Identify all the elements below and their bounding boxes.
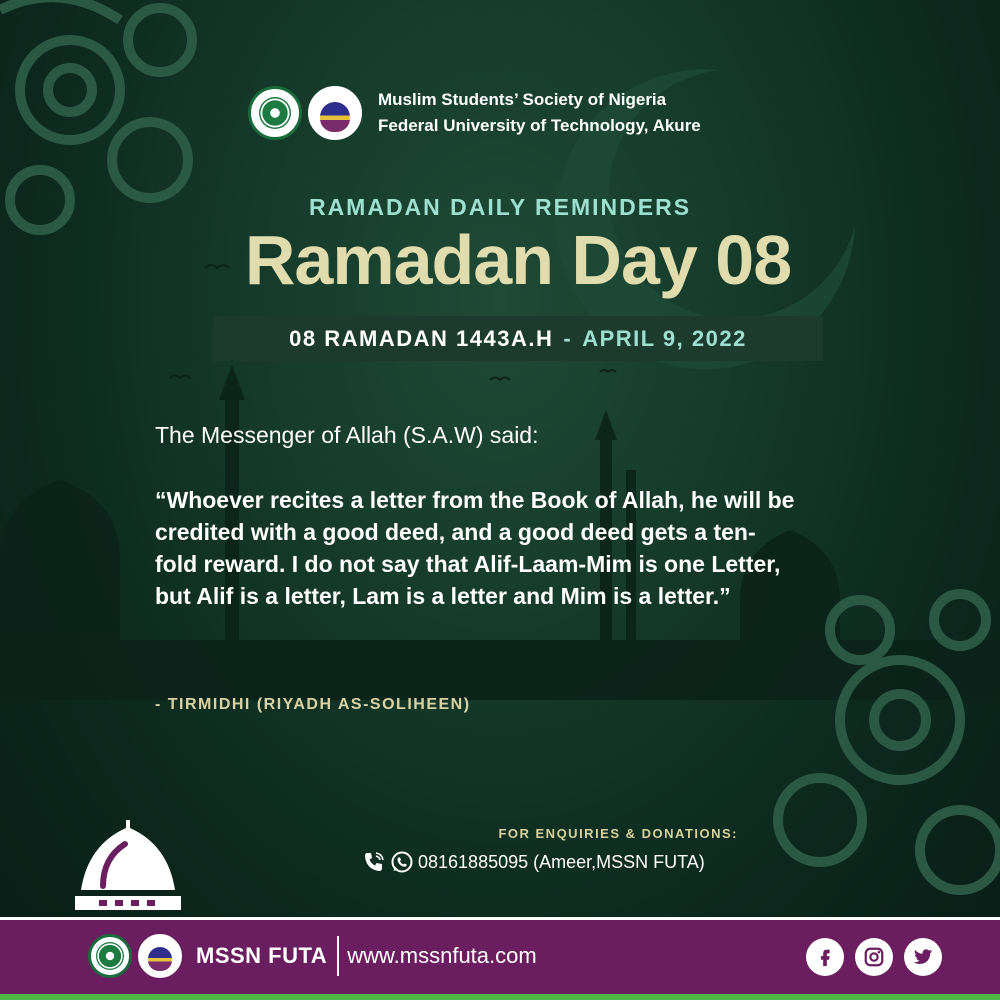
hadith-source: - TIRMIDHI (RIYADH AS-SOLIHEEN) [155, 696, 471, 713]
futa-logo [308, 86, 362, 140]
organization-name [378, 87, 701, 139]
mssn-logo [248, 86, 302, 140]
organization-header [248, 86, 701, 140]
date-separator: - [563, 325, 573, 351]
whatsapp-icon [390, 850, 414, 874]
contact-line [362, 850, 705, 874]
instagram-icon[interactable] [855, 938, 893, 976]
footer-brand [88, 934, 537, 978]
brand-name: MSSN FUTA [196, 943, 328, 968]
footer-divider [337, 936, 339, 976]
footer-bar [0, 917, 1000, 1000]
dome-icon [73, 820, 183, 912]
footer-futa-logo [138, 934, 182, 978]
enquiries-label: FOR ENQUIRIES & DONATIONS: [498, 826, 738, 841]
org-name-line1: Muslim Students’ Society of Nigeria [378, 90, 667, 109]
hadith-intro: The Messenger of Allah (S.A.W) said: [155, 422, 539, 448]
day-headline: Ramadan Day 08 [244, 221, 792, 299]
date-banner [213, 316, 823, 361]
series-title: RAMADAN DAILY REMINDERS [308, 194, 692, 220]
org-name-line2: Federal University of Technology, Akure [378, 116, 701, 135]
social-links [795, 938, 942, 976]
gregorian-date: APRIL 9, 2022 [582, 325, 747, 351]
facebook-icon[interactable] [806, 938, 844, 976]
footer-mssn-logo [88, 934, 132, 978]
phone-icon [362, 850, 386, 874]
hadith-quote: “Whoever recites a letter from the Book of Allah, he will be credited with a good deed, and a good deed gets a ten-fold reward. I do not say that Alif-Laam-Mim is one Letter, but Alif is a letter, Lam is a letter and Mim is a letter.” [155, 487, 795, 609]
hijri-date: 08 RAMADAN 1443A.H [289, 325, 554, 351]
twitter-icon[interactable] [904, 938, 942, 976]
website-link[interactable]: www.mssnfuta.com [347, 943, 537, 968]
contact-number: 08161885095 (Ameer,MSSN FUTA) [418, 851, 705, 872]
